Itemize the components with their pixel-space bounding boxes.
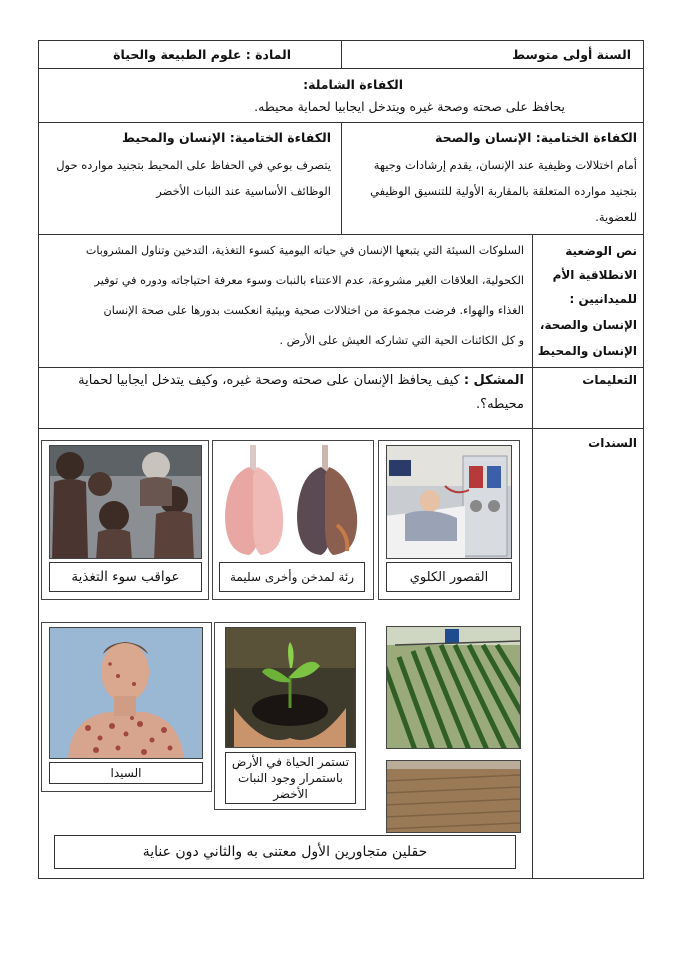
problem-lead: المشكل : <box>463 373 524 388</box>
situation-line-3: الغذاء والهواء. فرضت مجموعة من اختلالات صحية وبيئية انعكست بدورها على صحة الإنسان <box>103 304 524 317</box>
supports-label-cell <box>532 428 644 879</box>
header-level-cell <box>341 40 644 69</box>
global-competence-title: الكفاءة الشاملة: <box>303 77 403 92</box>
seedling-in-hands-photo <box>225 627 356 748</box>
final-competence-left-cell <box>38 122 342 235</box>
situation-line-1: السلوكات السيئة التي يتبعها الإنسان في حياته اليومية كسوء التغذية، التدخين وتناول المشروبات <box>85 244 524 257</box>
final-competence-right-line-1: أمام اختلالات وظيفية عند الإنسان، يقدم إرشادات وجيهة <box>373 158 637 172</box>
plant-caption-line-3: الأخضر <box>273 787 308 801</box>
situation-line-4: و كل الكائنات الحية التي تشاركه العيش على الأرض . <box>279 334 524 347</box>
lungs-photo <box>219 445 365 559</box>
header-subject-cell <box>38 40 342 69</box>
instructions-label: التعليمات <box>582 373 637 387</box>
plant-caption <box>225 752 356 804</box>
situation-label-2: الانطلاقية الأم <box>552 268 637 282</box>
problem-line-1 <box>78 371 524 391</box>
instructions-label-cell <box>532 367 644 429</box>
dialysis-patient-photo <box>386 445 512 559</box>
subject-text: المادة : علوم الطبيعة والحياة <box>113 47 291 62</box>
situation-text-cell <box>38 234 533 368</box>
global-competence-cell <box>38 68 644 123</box>
situation-line-2: الكحولية، العلاقات الغير مشروعة، عدم الاعتناء بالنبات وسوء معرفة احتياجاته ودوره في توفير <box>94 274 524 287</box>
supports-label: السندات <box>588 436 637 450</box>
final-competence-right-line-2: بتجنيد موارده المتعلقة بالمقاربة الأولية للتنسيق الوظيفي <box>370 184 637 198</box>
situation-label-1: نص الوضعية <box>565 244 637 258</box>
lungs-caption: رئة لمدخن وأخرى سليمة <box>219 562 365 592</box>
problem-line-2: محيطه؟. <box>476 397 524 412</box>
skin-lesions-photo <box>49 627 203 759</box>
final-competence-right-title: الكفاءة الختامية: الإنسان والصحة <box>435 130 637 145</box>
aids-caption: السيدا <box>49 762 203 784</box>
final-competence-left-title: الكفاءة الختامية: الإنسان والمحيط <box>122 130 331 145</box>
final-competence-right-cell <box>341 122 644 235</box>
bare-soil-field-photo <box>386 760 521 833</box>
plant-caption-line-1: تستمر الحياة في الأرض <box>231 755 350 769</box>
situation-label-4: الإنسان والصحة، <box>539 318 637 332</box>
global-competence-text: يحافظ على صحته وصحة غيره ويتدخل ايجابيا لحماية محيطه. <box>254 99 565 114</box>
situation-label-3: للميدانيين : <box>569 292 637 306</box>
final-competence-right-line-3: للعضوية. <box>595 210 637 224</box>
final-competence-left-line-1: يتصرف بوعي في الحفاظ على المحيط بتجنيد موارده حول <box>56 158 331 172</box>
instructions-text-cell <box>38 367 533 429</box>
malnourished-children-photo <box>49 445 202 559</box>
plant-caption-line-2: باستمرار وجود النبات <box>238 771 343 785</box>
situation-label-5: الإنسان والمحيط <box>537 344 637 358</box>
situation-label-cell <box>532 234 644 368</box>
problem-question: كيف يحافظ الإنسان على صحته وصحة غيره، وكيف يتدخل ايجابيا لحماية <box>78 373 464 388</box>
kidney-caption: القصور الكلوي <box>386 562 512 592</box>
level-text: السنة أولى متوسط <box>512 47 631 62</box>
fields-caption: حقلين متجاورين الأول معتنى به والثاني دون عناية <box>54 835 516 869</box>
final-competence-left-line-2: الوظائف الأساسية عند النبات الأخضر <box>156 184 331 198</box>
sprayed-crop-field-photo <box>386 626 521 749</box>
malnutrition-caption: عواقب سوء التغذية <box>49 562 202 592</box>
